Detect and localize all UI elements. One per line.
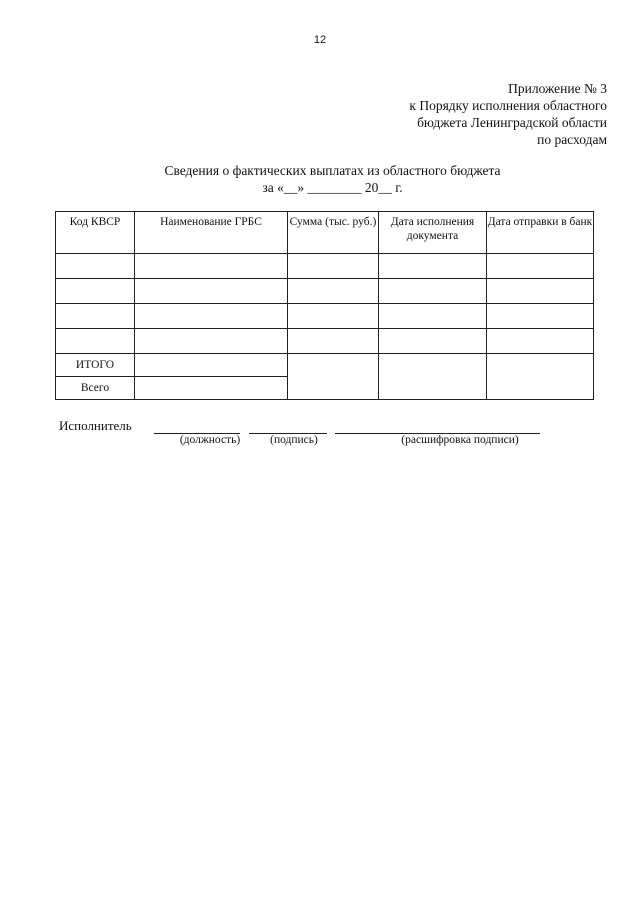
table-cell	[288, 254, 379, 279]
table-cell-bank-merged	[487, 354, 594, 400]
table-cell	[135, 279, 288, 304]
table-row-total	[56, 354, 594, 377]
table-cell	[487, 254, 594, 279]
header-kvsr-code: Код КВСР	[56, 212, 135, 254]
table-row	[56, 329, 594, 354]
table-cell	[135, 354, 288, 377]
document-title	[0, 162, 640, 196]
table-cell	[379, 304, 487, 329]
table-row	[56, 304, 594, 329]
appendix-line-2: к Порядку исполнения областного	[409, 98, 607, 113]
decryption-caption: (расшифровка подписи)	[401, 434, 519, 446]
table-cell	[135, 254, 288, 279]
table-cell	[56, 304, 135, 329]
table-cell	[379, 279, 487, 304]
title-line-1: Сведения о фактических выплатах из областного бюджета	[164, 163, 501, 178]
table-cell	[135, 304, 288, 329]
table-header-row	[56, 212, 594, 254]
table-cell-amount-merged	[288, 354, 379, 400]
header-execution-date: Дата исполнения документа	[379, 212, 487, 254]
position-caption: (должность)	[179, 434, 241, 446]
header-grbs-name: Наименование ГРБС	[135, 212, 288, 254]
table-row	[56, 279, 594, 304]
table-cell	[56, 329, 135, 354]
payments-table	[55, 211, 594, 400]
table-cell	[288, 329, 379, 354]
appendix-line-3: бюджета Ленинградской области	[417, 115, 607, 130]
table-cell	[288, 304, 379, 329]
table-cell	[288, 279, 379, 304]
table-cell	[379, 329, 487, 354]
title-line-2: за «__» ________ 20__ г.	[262, 180, 403, 195]
table-cell	[56, 254, 135, 279]
table-cell	[135, 377, 288, 400]
table-cell	[379, 254, 487, 279]
all-label: Всего	[56, 377, 135, 400]
table-cell	[487, 329, 594, 354]
table-cell	[135, 329, 288, 354]
table-cell	[487, 304, 594, 329]
table-row	[56, 254, 594, 279]
header-amount: Сумма (тыс. руб.)	[288, 212, 379, 254]
signature-caption: (подпись)	[270, 434, 318, 446]
executor-label: Исполнитель	[59, 418, 132, 433]
appendix-line-1: Приложение № 3	[508, 81, 607, 96]
header-bank-send-date: Дата отправки в банк	[487, 212, 594, 254]
appendix-header	[409, 80, 607, 148]
table-cell	[56, 279, 135, 304]
signature-block	[59, 418, 559, 458]
appendix-line-4: по расходам	[537, 132, 607, 147]
table-cell-execution-merged	[379, 354, 487, 400]
page-number: 12	[313, 34, 327, 46]
table-cell	[487, 279, 594, 304]
total-label: ИТОГО	[56, 354, 135, 377]
